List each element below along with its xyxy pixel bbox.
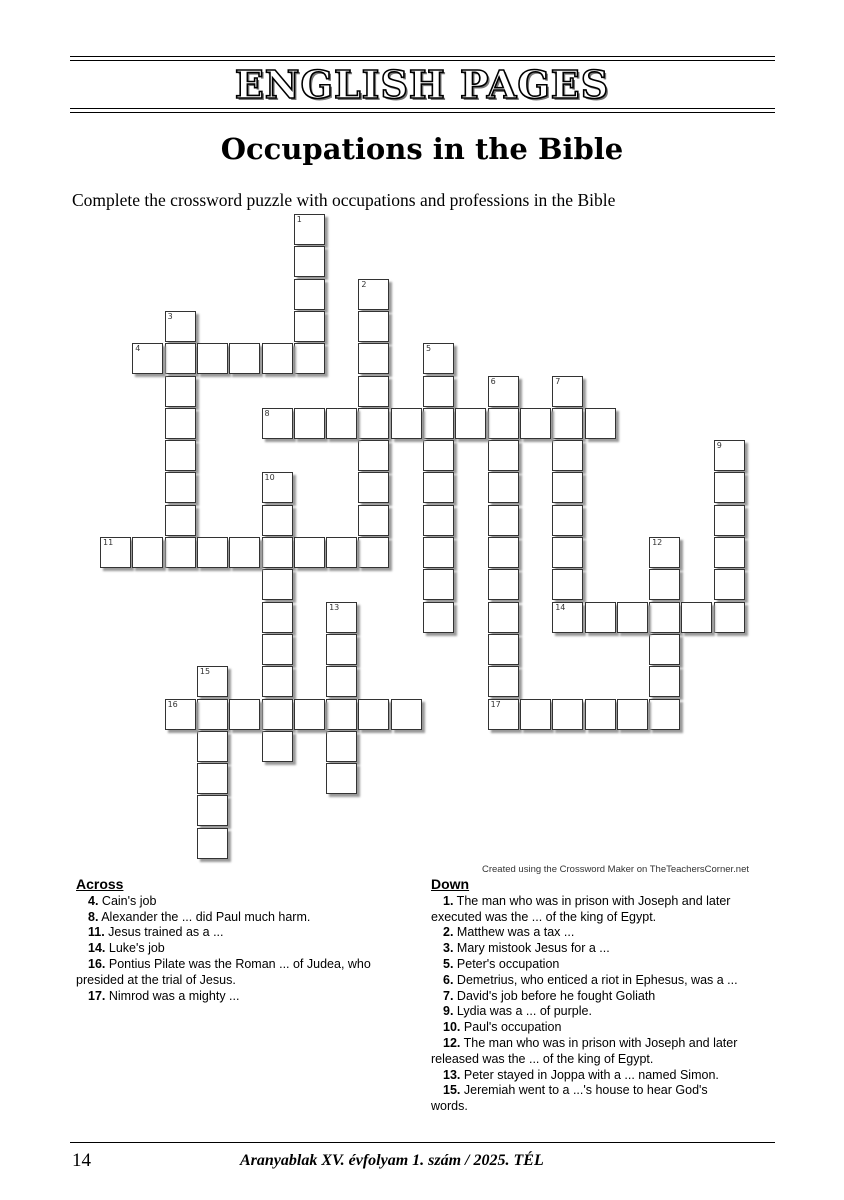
- crossword-cell[interactable]: [262, 505, 293, 536]
- crossword-cell[interactable]: [326, 699, 357, 730]
- clue-number: 12: [652, 538, 663, 547]
- crossword-cell[interactable]: [100, 537, 131, 568]
- crossword-cell[interactable]: [488, 376, 519, 407]
- crossword-cell[interactable]: [326, 763, 357, 794]
- crossword-cell[interactable]: [552, 537, 583, 568]
- crossword-cell[interactable]: [262, 537, 293, 568]
- crossword-cell[interactable]: [197, 795, 228, 826]
- crossword-cell[interactable]: [358, 505, 389, 536]
- crossword-cell[interactable]: [423, 602, 454, 633]
- crossword-cell[interactable]: [617, 699, 648, 730]
- crossword-cell[interactable]: [488, 602, 519, 633]
- crossword-cell[interactable]: [552, 602, 583, 633]
- down-clue: 5. Peter's occupation: [443, 956, 560, 971]
- clue-num: 14.: [88, 941, 106, 956]
- crossword-cell[interactable]: [294, 246, 325, 277]
- crossword-cell[interactable]: [294, 408, 325, 439]
- clue-num: 13.: [443, 1067, 461, 1082]
- down-clue: 2. Matthew was a tax ...: [443, 925, 575, 940]
- crossword-cell[interactable]: [681, 602, 712, 633]
- crossword-cell[interactable]: [326, 602, 357, 633]
- crossword-cell[interactable]: [165, 699, 196, 730]
- clue-num: 3.: [443, 941, 454, 956]
- clue-number: 17: [490, 699, 501, 709]
- crossword-cell[interactable]: [197, 343, 228, 374]
- crossword-cell[interactable]: [391, 699, 422, 730]
- crossword-cell[interactable]: [649, 699, 680, 730]
- crossword-cell[interactable]: [423, 343, 454, 374]
- crossword-cell[interactable]: [197, 537, 228, 568]
- clue-num: 10.: [443, 1020, 461, 1035]
- down-clue: 15. Jeremiah went to a ...'s house to hear God's: [443, 1083, 708, 1098]
- crossword-cell[interactable]: [488, 472, 519, 503]
- crossword-cell[interactable]: [326, 634, 357, 665]
- clue-number: 10: [264, 473, 275, 483]
- crossword-cell[interactable]: [552, 408, 583, 439]
- crossword-cell[interactable]: [326, 408, 357, 439]
- crossword-cell[interactable]: [552, 440, 583, 471]
- crossword-cell[interactable]: [229, 343, 260, 374]
- crossword-cell[interactable]: [358, 311, 389, 342]
- crossword-cell[interactable]: [326, 666, 357, 697]
- clue-num: 12.: [443, 1035, 461, 1050]
- clue-number: 16: [167, 699, 178, 709]
- crossword-cell[interactable]: [197, 828, 228, 859]
- crossword-cell[interactable]: [488, 408, 519, 439]
- crossword-cell[interactable]: [391, 408, 422, 439]
- down-clue: 1. The man who was in prison with Joseph and later: [443, 893, 731, 908]
- down-clue-list: [431, 894, 801, 1115]
- clue-number: 14: [555, 602, 566, 612]
- crossword-cell[interactable]: [294, 699, 325, 730]
- crossword-cell[interactable]: [358, 408, 389, 439]
- crossword-cell[interactable]: [552, 376, 583, 407]
- clue-number: 13: [329, 602, 340, 612]
- crossword-cell[interactable]: [423, 472, 454, 503]
- crossword-credit: Created using the Crossword Maker on TheTeachersCorner.net: [482, 864, 750, 875]
- down-clue: 10. Paul's occupation: [443, 1020, 562, 1035]
- crossword-cell[interactable]: [165, 343, 196, 374]
- clue-number: 11: [103, 538, 114, 547]
- crossword-cell[interactable]: [520, 699, 551, 730]
- crossword-cell[interactable]: [649, 569, 680, 600]
- crossword-cell[interactable]: [165, 440, 196, 471]
- clue-num: 17.: [88, 988, 106, 1003]
- across-clues: [76, 877, 416, 1004]
- down-clue: 9. Lydia was a ... of purple.: [443, 1004, 592, 1019]
- crossword-cell[interactable]: [488, 666, 519, 697]
- clue-number: 7: [555, 376, 561, 386]
- crossword-cell[interactable]: [455, 408, 486, 439]
- crossword-cell[interactable]: [132, 537, 163, 568]
- crossword-cell[interactable]: [714, 569, 745, 600]
- clue-num: 11.: [88, 925, 105, 940]
- crossword-cell[interactable]: [488, 699, 519, 730]
- crossword-cell[interactable]: [197, 731, 228, 762]
- publication-info: Aranyablak XV. évfolyam 1. szám / 2025. TÉL: [240, 1152, 544, 1169]
- crossword-cell[interactable]: [358, 472, 389, 503]
- crossword-cell[interactable]: [165, 376, 196, 407]
- crossword-cell[interactable]: [326, 731, 357, 762]
- crossword-cell[interactable]: [488, 537, 519, 568]
- article-title: Occupations in the Bible: [220, 132, 624, 166]
- page-number: 14: [72, 1150, 91, 1171]
- clue-number: 6: [490, 376, 496, 386]
- crossword-cell[interactable]: [423, 537, 454, 568]
- clue-num: 16.: [88, 956, 106, 971]
- clue-number: 5: [426, 344, 432, 354]
- crossword-cell[interactable]: [358, 376, 389, 407]
- down-clue: 7. David's job before he fought Goliath: [443, 988, 656, 1003]
- down-clue: 13. Peter stayed in Joppa with a ... named Simon.: [443, 1067, 719, 1082]
- crossword-cell[interactable]: [165, 505, 196, 536]
- crossword-cell[interactable]: [294, 311, 325, 342]
- crossword-cell[interactable]: [423, 408, 454, 439]
- down-clue-continuation: words.: [431, 1099, 468, 1114]
- down-clue: 3. Mary mistook Jesus for a ...: [443, 941, 610, 956]
- down-clue-continuation: released was the ... of the king of Egypt.: [431, 1051, 654, 1066]
- crossword-cell[interactable]: [585, 602, 616, 633]
- across-heading: Across: [76, 876, 124, 892]
- footer-rule: [70, 1142, 775, 1143]
- across-clue: 8. Alexander the ... did Paul much harm.: [88, 909, 311, 924]
- crossword-cell[interactable]: [649, 666, 680, 697]
- crossword-cell[interactable]: [197, 666, 228, 697]
- crossword-cell[interactable]: [488, 634, 519, 665]
- crossword-cell[interactable]: [358, 279, 389, 310]
- clue-num: 1.: [443, 893, 454, 908]
- crossword-cell[interactable]: [358, 343, 389, 374]
- crossword-cell[interactable]: [358, 440, 389, 471]
- section-title: ENGLISH PAGES: [234, 62, 610, 107]
- crossword-cell[interactable]: [197, 699, 228, 730]
- down-clue: 6. Demetrius, who enticed a riot in Ephesus, was a ...: [443, 972, 738, 987]
- clue-num: 4.: [88, 893, 99, 908]
- crossword-cell[interactable]: [197, 763, 228, 794]
- across-clue: 4. Cain's job: [88, 893, 157, 908]
- crossword-cell[interactable]: [714, 472, 745, 503]
- clue-number: 8: [264, 408, 270, 418]
- crossword-cell[interactable]: [488, 440, 519, 471]
- instructions: Complete the crossword puzzle with occupations and professions in the Bible: [72, 190, 616, 210]
- crossword-cell[interactable]: [714, 505, 745, 536]
- down-clues: [431, 877, 801, 1115]
- across-clue: 17. Nimrod was a mighty ...: [88, 988, 240, 1003]
- crossword-cell[interactable]: [552, 505, 583, 536]
- crossword-cell[interactable]: [165, 537, 196, 568]
- crossword-cell[interactable]: [617, 602, 648, 633]
- across-clue: 16. Pontius Pilate was the Roman ... of Judea, who: [88, 956, 371, 971]
- crossword-cell[interactable]: [488, 505, 519, 536]
- clue-number: 1: [296, 215, 302, 224]
- clue-num: 15.: [443, 1083, 461, 1098]
- crossword-cell[interactable]: [229, 699, 260, 730]
- crossword-cell[interactable]: [132, 343, 163, 374]
- clue-num: 5.: [443, 956, 454, 971]
- crossword-cell[interactable]: [649, 602, 680, 633]
- crossword-cell[interactable]: [165, 311, 196, 342]
- clue-num: 9.: [443, 1004, 454, 1019]
- across-clue: 14. Luke's job: [88, 941, 165, 956]
- clue-num: 8.: [88, 909, 99, 924]
- crossword-cell[interactable]: [423, 505, 454, 536]
- crossword-cell[interactable]: [714, 440, 745, 471]
- crossword-cell[interactable]: [262, 569, 293, 600]
- crossword-cell[interactable]: [262, 731, 293, 762]
- crossword-cell[interactable]: [585, 699, 616, 730]
- clue-num: 2.: [443, 925, 454, 940]
- down-clue-continuation: executed was the ... of the king of Egypt.: [431, 909, 657, 924]
- crossword-cell[interactable]: [262, 408, 293, 439]
- crossword-cell[interactable]: [262, 602, 293, 633]
- clue-num: 6.: [443, 972, 454, 987]
- crossword-cell[interactable]: [585, 408, 616, 439]
- crossword-cell[interactable]: [294, 214, 325, 245]
- across-clue: 11. Jesus trained as a ...: [88, 925, 224, 940]
- crossword-cell[interactable]: [423, 376, 454, 407]
- across-clue-list: [76, 894, 416, 1005]
- crossword-cell[interactable]: [423, 440, 454, 471]
- crossword-cell[interactable]: [294, 279, 325, 310]
- clue-number: 4: [135, 344, 141, 354]
- crossword-cell[interactable]: [488, 569, 519, 600]
- crossword-cell[interactable]: [294, 343, 325, 374]
- crossword-cell[interactable]: [552, 699, 583, 730]
- crossword-cell[interactable]: [262, 666, 293, 697]
- crossword-cell[interactable]: [165, 472, 196, 503]
- across-clue-continuation: presided at the trial of Jesus.: [76, 972, 236, 987]
- crossword-cell[interactable]: [326, 537, 357, 568]
- crossword-cell[interactable]: [262, 343, 293, 374]
- clue-num: 7.: [443, 988, 454, 1003]
- crossword-cell[interactable]: [262, 472, 293, 503]
- crossword-cell[interactable]: [552, 472, 583, 503]
- crossword-cell[interactable]: [552, 569, 583, 600]
- clue-number: 3: [167, 311, 173, 321]
- clue-number: 9: [716, 441, 722, 451]
- crossword-cell[interactable]: [229, 537, 260, 568]
- down-heading: Down: [431, 876, 470, 892]
- down-clue: 12. The man who was in prison with Joseph and later: [443, 1035, 738, 1050]
- clue-number: 15: [199, 667, 211, 677]
- crossword-cell[interactable]: [423, 569, 454, 600]
- crossword-cell[interactable]: [649, 537, 680, 568]
- crossword-cell[interactable]: [262, 699, 293, 730]
- crossword-cell[interactable]: [358, 537, 389, 568]
- crossword-cell[interactable]: [165, 408, 196, 439]
- crossword-cell[interactable]: [714, 537, 745, 568]
- crossword-cell[interactable]: [262, 634, 293, 665]
- crossword-cell[interactable]: [649, 634, 680, 665]
- crossword-cell[interactable]: [714, 602, 745, 633]
- crossword-cell[interactable]: [294, 537, 325, 568]
- crossword-cell[interactable]: [520, 408, 551, 439]
- clue-number: 2: [361, 279, 367, 289]
- crossword-cell[interactable]: [358, 699, 389, 730]
